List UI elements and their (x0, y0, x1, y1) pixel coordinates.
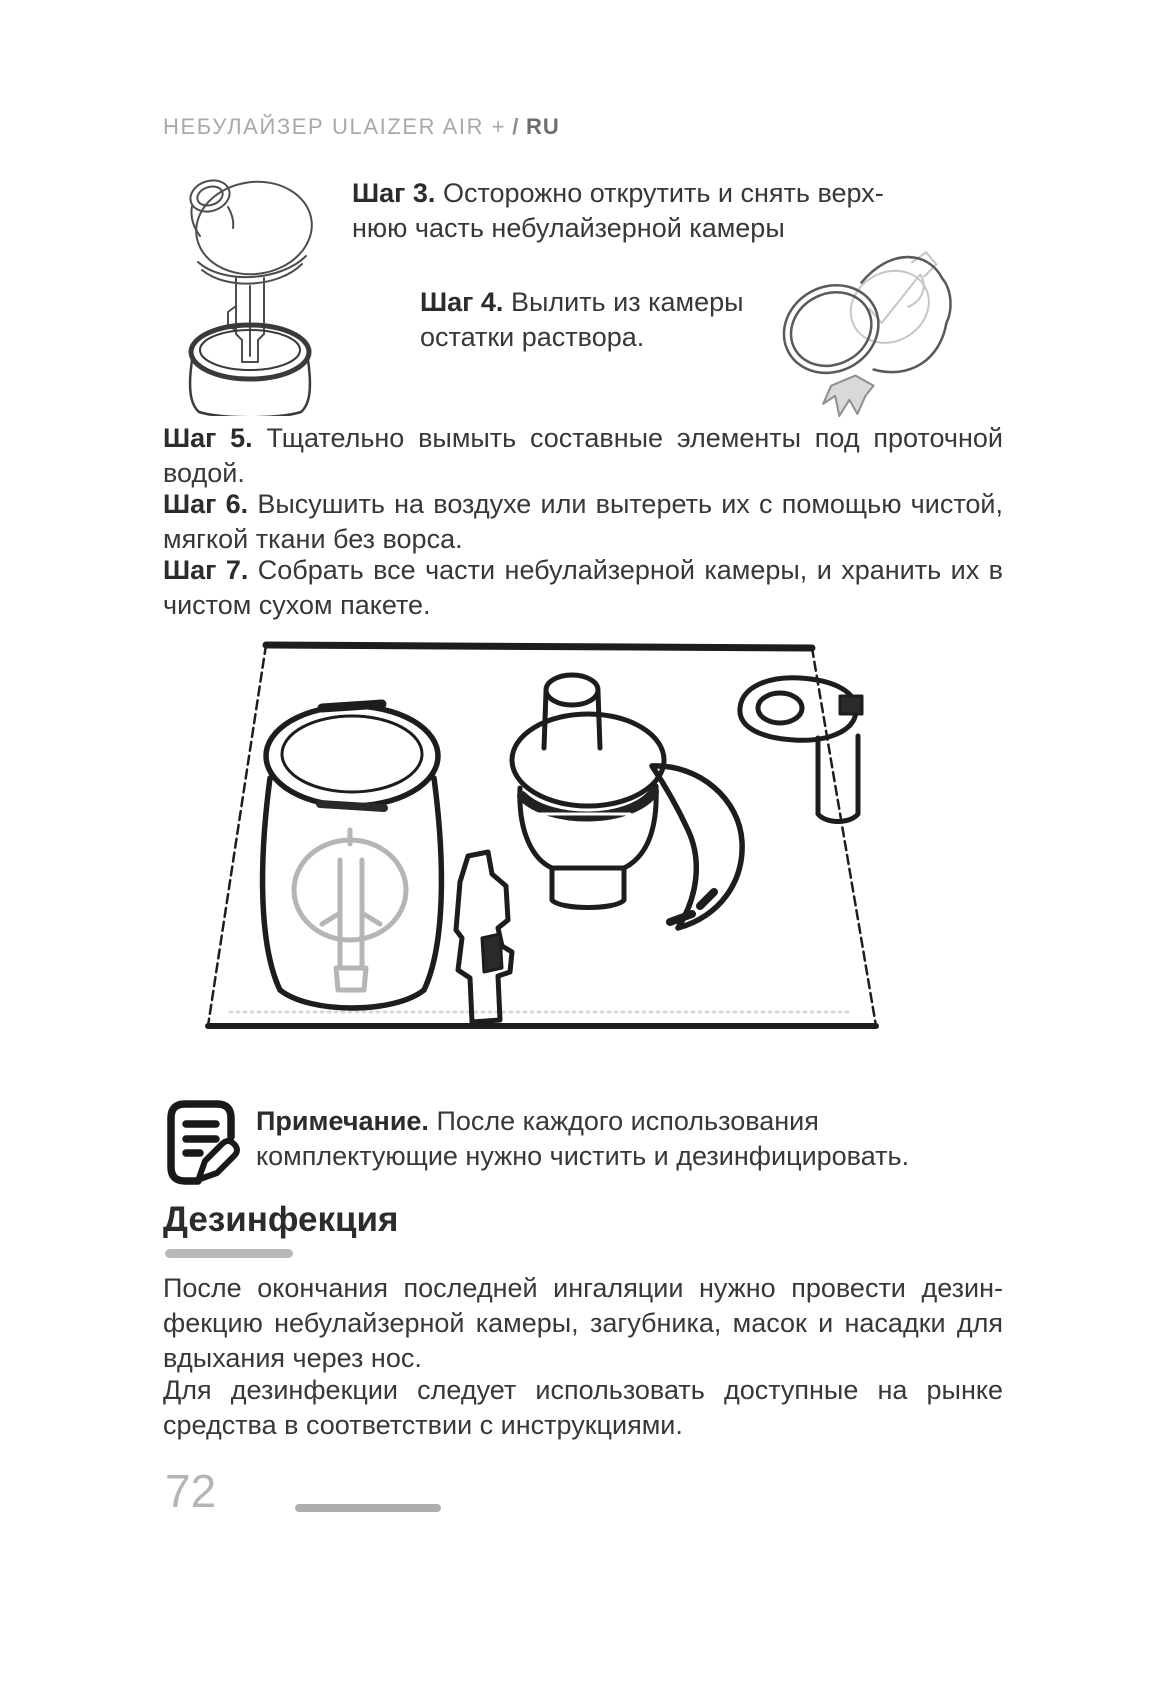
note-label: Примечание. (256, 1106, 429, 1136)
step-5-text: Тщательно вымыть составные элементы под проточной водой. (163, 423, 1003, 488)
step-4-label: Шаг 4. (420, 287, 504, 317)
section-title-underline (165, 1249, 293, 1258)
page-header (163, 114, 1023, 140)
language-badge: RU (525, 114, 560, 139)
pour-chamber-drawing (768, 226, 956, 418)
step-7-label: Шаг 7. (163, 555, 249, 585)
note-icon (158, 1096, 248, 1190)
paragraph-1-text: После окончания последней ингаляции нужно провести дезинфекцию небулайзерной камеры, загубника, масок и насадки для вдыхания через нос. (163, 1273, 1003, 1373)
note-paragraph (256, 1104, 968, 1174)
header-separator: / (512, 114, 520, 139)
pour-chamber-illustration (768, 226, 956, 418)
page-number: 72 (165, 1465, 217, 1517)
step-3-line-2: нюю часть небулайзерной камеры (352, 213, 785, 243)
step-3-label: Шаг 3. (352, 178, 436, 208)
step-7-paragraph (163, 553, 1003, 623)
open-chamber-drawing (162, 166, 332, 416)
note-text: После каждого использования комплектующие нужно чистить и дезинфицировать. (256, 1106, 910, 1171)
brand-title: НЕБУЛАЙЗЕР ULAIZER AIR + (163, 114, 507, 139)
step-6-text: Высушить на воздухе или вытереть их с помощью чистой, мягкой ткани без ворса. (163, 489, 1003, 554)
step-4-line-1: Вылить из камеры (510, 287, 744, 317)
parts-on-surface-illustration (200, 638, 880, 1036)
step-4-paragraph (420, 285, 765, 355)
section-title: Дезинфекция (163, 1200, 399, 1239)
step-5-label: Шаг 5. (163, 423, 253, 453)
paragraph-2-text: Для дезинфекции следует использовать доступные на рынке средства в соответствии с инструкциями. (163, 1375, 1003, 1440)
disinfection-paragraph-1 (163, 1271, 1003, 1376)
step-7-text: Собрать все части небулайзерной камеры, и хранить их в чистом сухом пакете. (163, 555, 1003, 620)
step-4-line-2: остатки раствора. (420, 322, 645, 352)
step-5-paragraph (163, 421, 1003, 491)
disinfection-paragraph-2 (163, 1373, 1003, 1443)
open-chamber-illustration (162, 166, 332, 416)
parts-drawing (200, 638, 880, 1036)
footer-rule (295, 1504, 441, 1512)
step-3-line-1: Осторожно открутить и снять верх- (442, 178, 884, 208)
step-6-label: Шаг 6. (163, 489, 249, 519)
step-6-paragraph (163, 487, 1003, 557)
